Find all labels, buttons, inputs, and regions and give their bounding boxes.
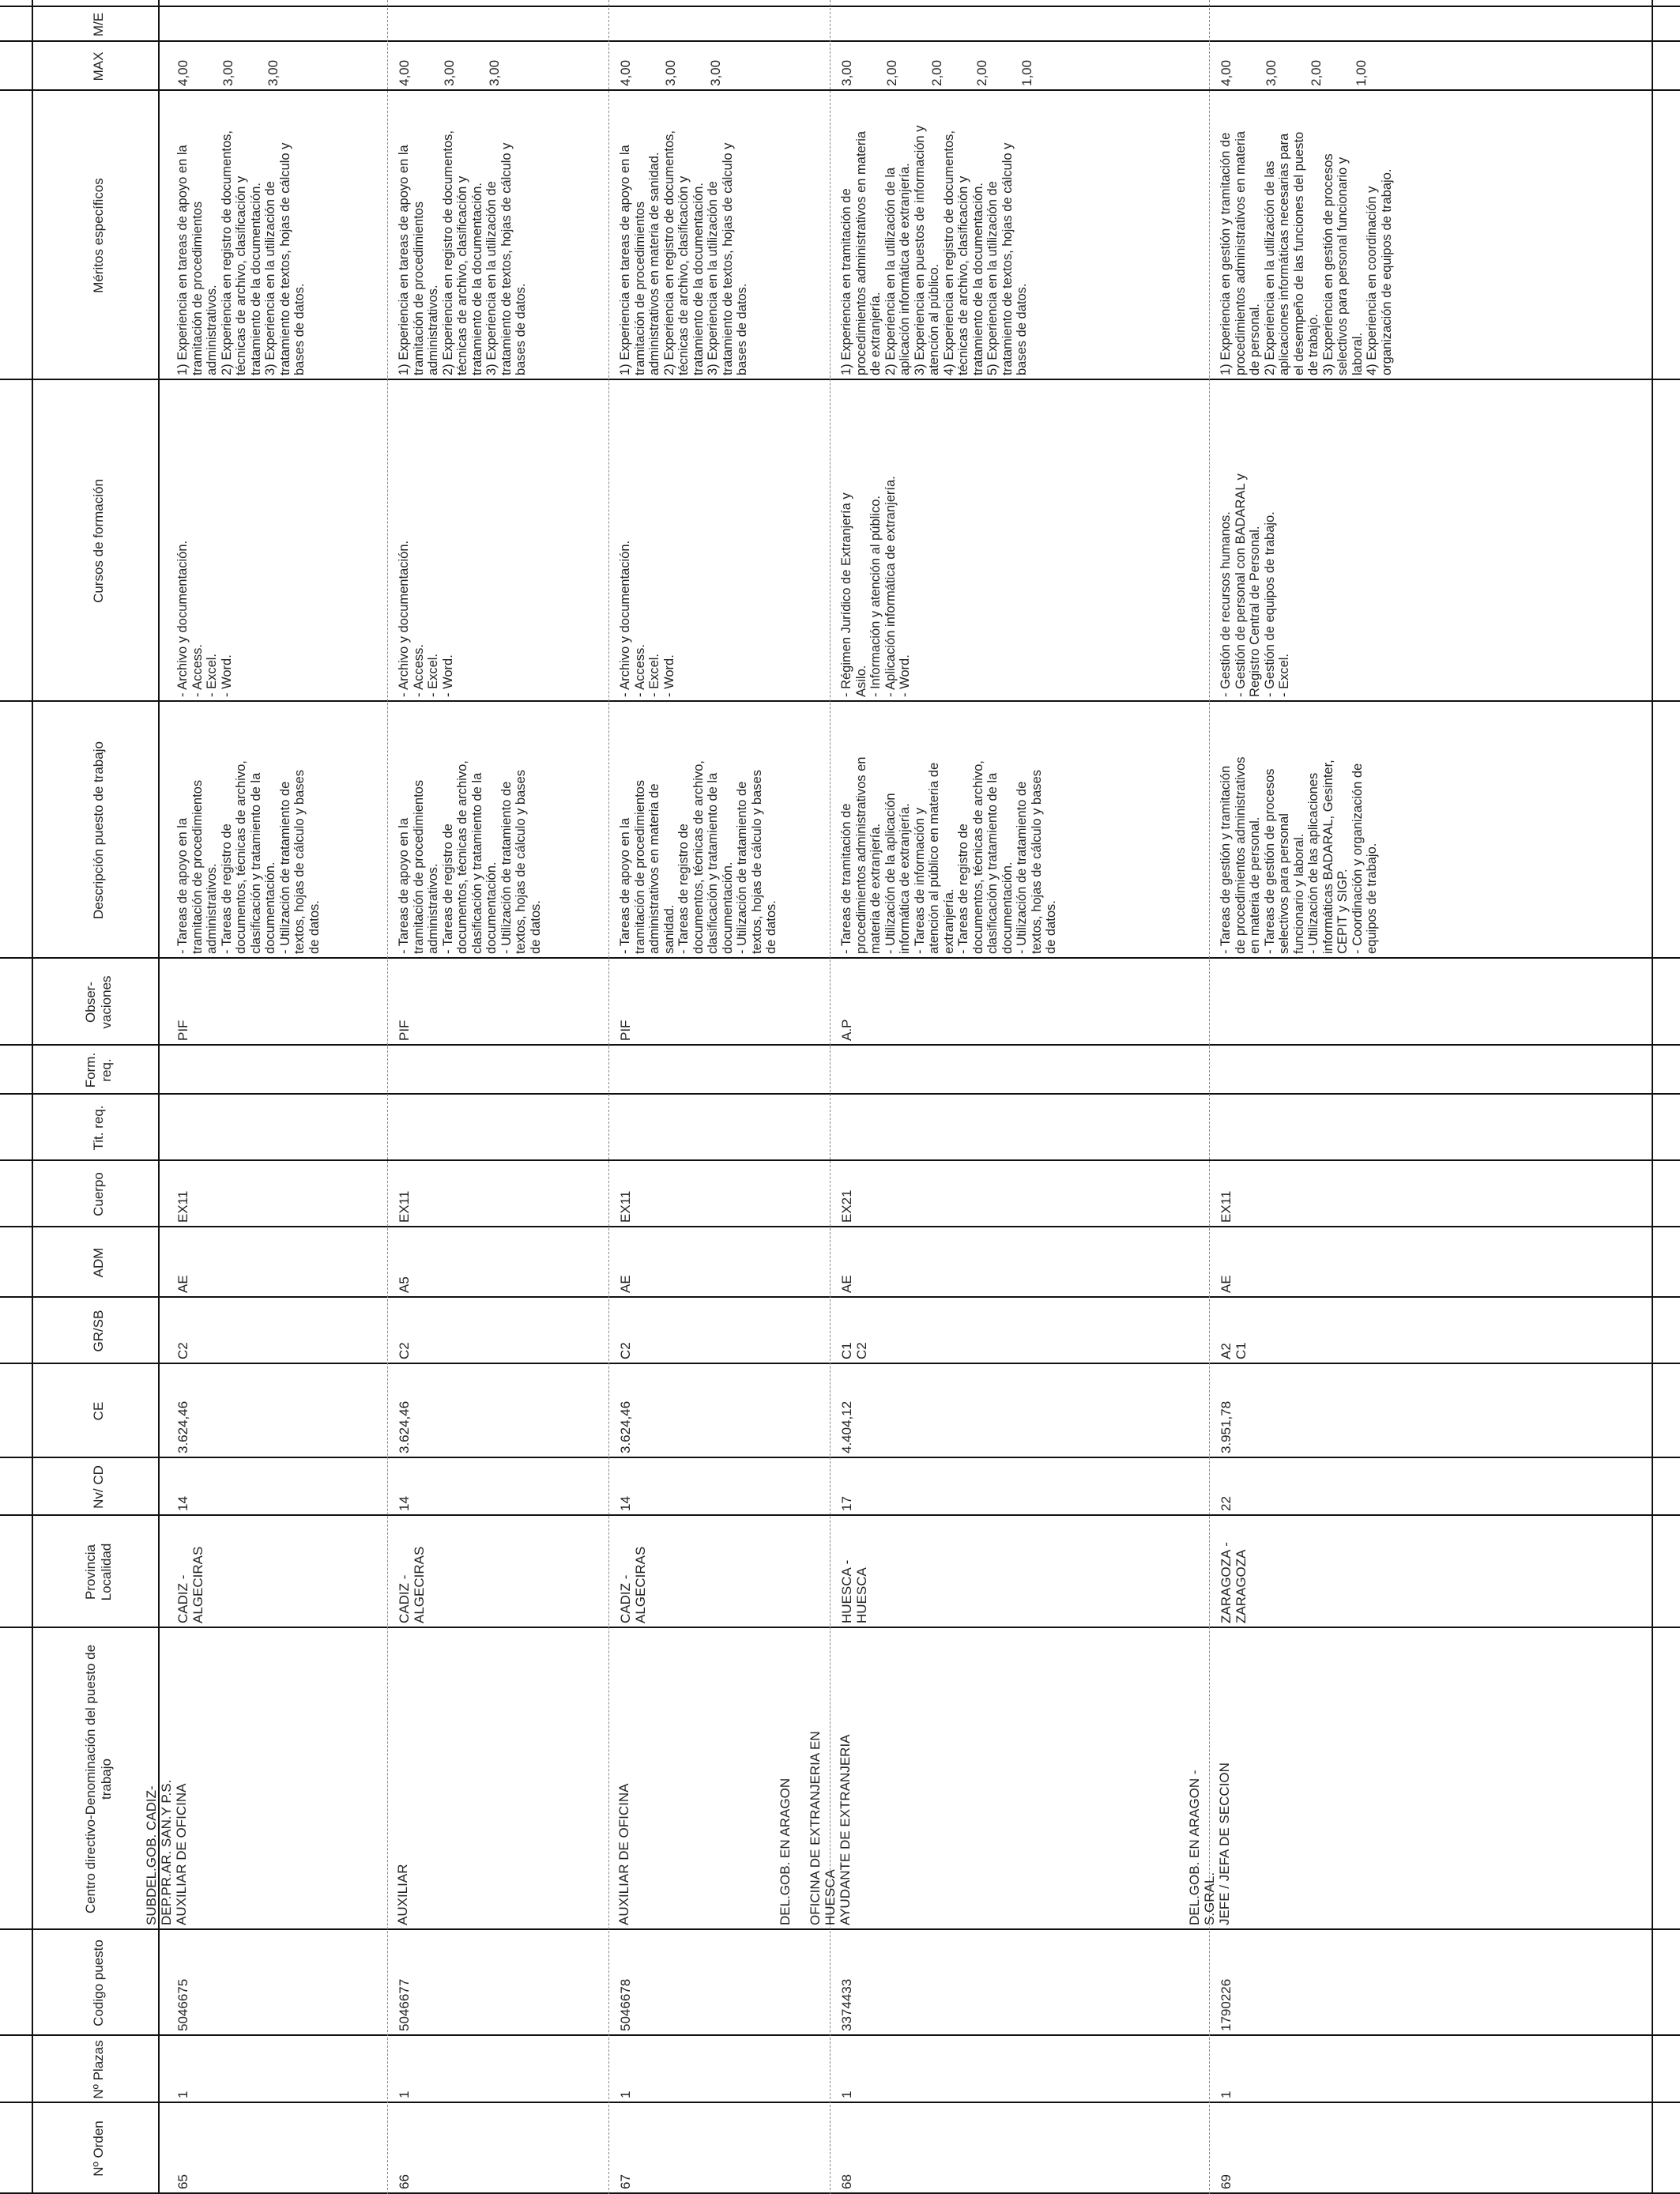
cell-centro: [144, 1631, 189, 1925]
cell-centro: [395, 1631, 410, 1925]
cell-codigo: 5046675: [175, 1978, 190, 2031]
cell-grupo: C2: [618, 1342, 633, 1359]
cell-cursos: - Archivo y documentación. - Access. - Excel. - Word.: [618, 540, 676, 697]
cell-plazas: 1: [618, 2090, 633, 2098]
cell-descripcion: - Tareas de apoyo en la tramitación de procedimientos administrativos. - Tareas de registro de documentos, técnicas de archivo, clasificación y tratamiento de la documentación. - Utilización de tratamiento de textos, hojas de cálculo y bases de datos.: [175, 760, 322, 954]
cell-cuerpo: EX11: [618, 1190, 633, 1223]
cell-cuerpo: EX21: [839, 1189, 854, 1223]
cell-obs: PIF: [175, 1020, 190, 1041]
cell-meritos: 1) Experiencia en gestión y tramitación de procedimientos administrativos en materia de personal. 2) Experiencia en la utilización de las aplicaciones informáticas necesarias para el desempeño de las funciones del puesto de trabajo. 3) Experiencia en gestión de procesos selectivos para personal funcionario y laboral. 4) Experiencia en coordinación y organización de equipos de trabajo.: [1219, 130, 1394, 375]
column-rule: [0, 1044, 1680, 1046]
row-rule: [1652, 0, 1653, 2194]
header-adm: ADM: [91, 1247, 106, 1278]
cell-cursos: - Archivo y documentación. - Access. - Excel. - Word.: [175, 540, 234, 697]
cell-provincia: CADIZ - ALGECIRAS: [175, 1546, 205, 1623]
denominacion-puesto: AYUDANTE DE EXTRANJERIA: [838, 1734, 853, 1925]
cell-plazas: 1: [397, 2090, 412, 2098]
column-rule: [0, 379, 1680, 380]
cell-cursos: - Archivo y documentación. - Access. - Excel. - Word.: [397, 540, 455, 697]
cell-centro: [1187, 1631, 1232, 1925]
cell-nivel: 14: [175, 1496, 190, 1511]
column-rule: [0, 1457, 1680, 1458]
cell-meritos: 1) Experiencia en tramitación de procedimientos administrativos en materia de extranjería. 2) Experiencia en la utilización de la aplicación informática de extranjería. 3) Experiencia en puestos de información y atención al público. 4) Experiencia en registro de documentos, técnicas de archivo, clasificación y tratamiento de la documentación. 5) Experiencia en la utilización de tratamiento de textos, hojas de cálculo y bases de datos.: [839, 125, 1029, 375]
cell-ce: 3.624,46: [175, 1400, 190, 1453]
header-tit: Tit. req.: [91, 1105, 106, 1151]
max-value: 3,00: [220, 59, 235, 86]
cell-orden: 65: [175, 2174, 190, 2189]
cell-cuerpo: EX11: [397, 1190, 412, 1223]
cell-cuerpo: EX11: [175, 1190, 190, 1223]
column-rule: [0, 1093, 1680, 1095]
column-rule: [0, 700, 1680, 702]
column-rule: [0, 1159, 1680, 1161]
cell-max: [397, 45, 532, 86]
max-value: 4,00: [175, 59, 190, 86]
row-separator: [387, 0, 388, 2194]
header-cursos: Cursos de formación: [91, 479, 106, 603]
centro-directivo: DEL.GOB. EN ARAGON - S.GRAL.: [1187, 1770, 1217, 1925]
cell-provincia: CADIZ - ALGECIRAS: [397, 1546, 427, 1623]
cell-adm: AE: [1219, 1275, 1234, 1293]
cell-descripcion: - Tareas de gestión y tramitación de procedimientos administrativos en materia de personal. - Tareas de gestión de procesos selectivos para personal funcionario y laboral. - Utilización de las aplicaciones informáticas BADARAL, Gesinter, CEPIT y SIGP. - Coordinación y organización de equipos de trabajo.: [1219, 756, 1379, 954]
denominacion-puesto: AUXILIAR DE OFICINA: [616, 1783, 631, 1925]
cell-ce: 3.624,46: [397, 1400, 412, 1453]
max-value: 2,00: [1309, 59, 1324, 86]
max-value: 1,00: [1354, 59, 1369, 86]
header-max: MAX: [91, 51, 106, 81]
cell-orden: 69: [1219, 2174, 1234, 2189]
cell-adm: A5: [397, 1276, 412, 1293]
cell-meritos: 1) Experiencia en tareas de apoyo en la tramitación de procedimientos administrativos en materia de sanidad. 2) Experiencia en registro de documentos, técnicas de archivo, clasificación y tratamiento de la documentación. 3) Experiencia en la utilización de tratamiento de textos, hojas de cálculo y bases de datos.: [618, 130, 749, 375]
cell-meritos: 1) Experiencia en tareas de apoyo en la tramitación de procedimientos administrativos. 2) Experiencia en registro de documentos, técnicas de archivo, clasificación y tratamiento de la documentación. 3) Experiencia en la utilización de tratamiento de textos, hojas de cálculo y bases de datos.: [175, 130, 307, 375]
cell-descripcion: - Tareas de tramitación de procedimientos administrativos en materia de extranjería. - Utilización de la aplicación informática de extranjería. - Tareas de información y atención al público en materia de extranjería. - Tareas de registro de documentos, técnicas de archivo, clasificación y tratamiento de la documentación. - Utilización de tratamiento de textos, hojas de cálculo y bases de datos.: [839, 756, 1058, 954]
header-grupo: GR/SB: [91, 1310, 106, 1352]
column-rule: [0, 957, 1680, 959]
cell-nivel: 14: [618, 1496, 633, 1511]
cell-grupo: A2 C1: [1219, 1342, 1249, 1359]
cell-provincia: CADIZ - ALGECIRAS: [618, 1546, 648, 1623]
cell-max: [618, 45, 753, 86]
max-value: 3,00: [708, 59, 723, 86]
denominacion-puesto: AUXILIAR DE OFICINA: [174, 1783, 189, 1925]
cell-ce: 4.404,12: [839, 1400, 854, 1453]
header-codigo: Codigo puesto: [91, 1940, 106, 2026]
column-rule: [0, 6, 1680, 7]
cell-adm: AE: [175, 1275, 190, 1293]
cell-orden: 66: [397, 2174, 412, 2189]
max-value: 4,00: [1219, 59, 1234, 86]
header-ce: CE: [91, 1401, 106, 1421]
cell-meritos: 1) Experiencia en tareas de apoyo en la tramitación de procedimientos administrativos. 2) Experiencia en registro de documentos, técnicas de archivo, clasificación y tratamiento de la documentación. 3) Experiencia en la utilización de tratamiento de textos, hojas de cálculo y bases de datos.: [397, 130, 528, 375]
row-separator: [608, 0, 609, 2194]
column-rule: [0, 1514, 1680, 1516]
cell-provincia: HUESCA - HUESCA: [839, 1559, 869, 1623]
column-rule: [0, 1363, 1680, 1364]
max-value: 2,00: [884, 59, 899, 86]
max-value: 3,00: [442, 59, 457, 86]
max-value: 3,00: [839, 59, 854, 86]
max-value: 3,00: [266, 59, 281, 86]
column-rule: [0, 1296, 1680, 1298]
cell-ce: 3.951,78: [1219, 1400, 1234, 1453]
max-value: 2,00: [974, 59, 989, 86]
cell-grupo: C2: [397, 1342, 412, 1359]
cell-obs: A.P: [839, 1019, 854, 1041]
max-value: 3,00: [1264, 59, 1279, 86]
header-plazas: Nº Plazas: [91, 2040, 106, 2099]
cell-codigo: 3374433: [839, 1978, 854, 2031]
max-value: 2,00: [929, 59, 944, 86]
header-form: Form. req.: [83, 1052, 114, 1088]
centro-directivo: DEL.GOB. EN ARAGON OFICINA DE EXTRANJERIA EN HUESCA: [778, 1731, 838, 1925]
cell-cursos: - Gestión de recursos humanos. - Gestión de personal con BADARAL y Registro Central de Personal. - Gestión de equipos de trabajo. - Excel.: [1219, 473, 1291, 697]
centro-directivo: SUBDEL.GOB. CADIZ- DEP.PR.AR. SAN.Y P.S.: [144, 1779, 174, 1925]
cell-codigo: 5046677: [397, 1978, 412, 2031]
cell-nivel: 14: [397, 1496, 412, 1511]
column-rule: [0, 1928, 1680, 1930]
cell-adm: AE: [839, 1275, 854, 1293]
header-meritos: Méritos específicos: [91, 178, 106, 293]
cell-codigo: 5046678: [618, 1978, 633, 2031]
cell-max: [1219, 45, 1399, 86]
max-value: 3,00: [663, 59, 678, 86]
header-me: M/E: [91, 12, 106, 37]
cell-centro: [616, 1631, 631, 1925]
cell-descripcion: - Tareas de apoyo en la tramitación de procedimientos administrativos en materia de sanidad. - Tareas de registro de documentos, técnicas de archivo, clasificación y tratamiento de la documentación. - Utilización de tratamiento de textos, hojas de cálculo y bases de datos.: [618, 760, 778, 954]
cell-orden: 67: [618, 2174, 633, 2189]
cell-plazas: 1: [175, 2090, 190, 2098]
row-rule: [32, 0, 33, 2194]
cell-ce: 3.624,46: [618, 1400, 633, 1453]
cell-descripcion: - Tareas de apoyo en la tramitación de procedimientos administrativos. - Tareas de registro de documentos, técnicas de archivo, clasificación y tratamiento de la documentación. - Utilización de tratamiento de textos, hojas de cálculo y bases de datos.: [397, 760, 543, 954]
header-centro: Centro directivo-Denominación del puesto de trabajo: [83, 1644, 114, 1914]
cell-cursos: - Régimen Jurídico de Extranjería y Asilo. - Información y atención al público. - Aplicación informática de extranjería. - Word.: [839, 476, 912, 697]
column-rule: [0, 1627, 1680, 1628]
cell-obs: PIF: [397, 1020, 412, 1041]
cell-max: [175, 45, 311, 86]
header-provincia: Provincia Localidad: [83, 1543, 114, 1601]
cell-centro: [778, 1631, 853, 1925]
cell-nivel: 17: [839, 1496, 854, 1511]
denominacion-puesto: AUXILIAR: [395, 1864, 410, 1925]
max-value: 1,00: [1019, 59, 1034, 86]
cell-nivel: 22: [1219, 1496, 1234, 1511]
cell-plazas: 1: [1219, 2090, 1234, 2098]
header-nivel: Nv/ CD: [91, 1465, 106, 1509]
header-cuerpo: Cuerpo: [91, 1172, 106, 1216]
column-rule: [0, 2034, 1680, 2036]
cell-orden: 68: [839, 2174, 854, 2189]
cell-grupo: C1 C2: [839, 1342, 869, 1359]
cell-adm: AE: [618, 1275, 633, 1293]
denominacion-puesto: JEFE / JEFA DE SECCION: [1217, 1762, 1232, 1925]
max-value: 4,00: [397, 59, 412, 86]
cell-provincia: ZARAGOZA - ZARAGOZA: [1219, 1542, 1249, 1623]
header-descripcion: Descripción puesto de trabajo: [91, 741, 106, 919]
max-value: 3,00: [487, 59, 502, 86]
column-rule: [0, 1226, 1680, 1227]
header-orden: Nº Orden: [91, 2120, 106, 2177]
cell-obs: PIF: [618, 1020, 633, 1041]
column-rule: [0, 89, 1680, 91]
cell-grupo: C2: [175, 1342, 190, 1359]
cell-max: [839, 45, 1064, 86]
column-rule: [0, 2102, 1680, 2103]
cell-cuerpo: EX11: [1219, 1190, 1234, 1223]
cell-plazas: 1: [839, 2090, 854, 2098]
header-obs: Obser-vaciones: [83, 975, 114, 1029]
column-rule: [0, 40, 1680, 42]
max-value: 4,00: [618, 59, 633, 86]
cell-codigo: 1790226: [1219, 1978, 1234, 2031]
